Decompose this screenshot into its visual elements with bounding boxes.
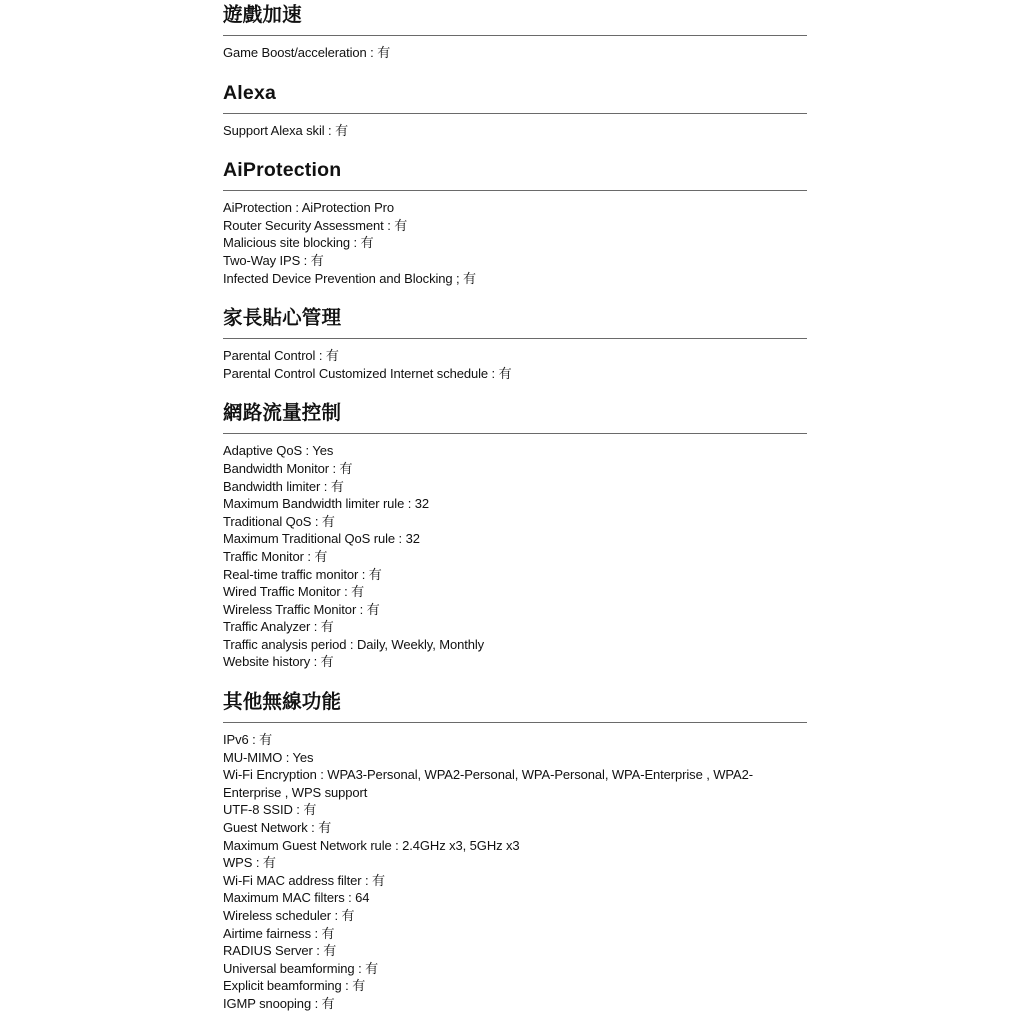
section-other-wireless [223, 689, 807, 1013]
spec-line: Malicious site blocking : 有 [223, 235, 374, 251]
spec-line: Maximum Traditional QoS rule : 32 [223, 531, 420, 547]
section-divider [223, 722, 807, 723]
spec-line: Bandwidth limiter : 有 [223, 478, 344, 494]
spec-line: IPv6 : 有 [223, 732, 273, 748]
section-aiprotection [223, 157, 807, 287]
spec-line: Wi-Fi MAC address filter : 有 [223, 872, 385, 888]
spec-line: Game Boost/acceleration : 有 [223, 45, 391, 60]
section-divider [223, 338, 807, 339]
section-title: Alexa [223, 81, 277, 104]
spec-line: Real-time traffic monitor : 有 [223, 566, 382, 582]
spec-line: Wireless scheduler : 有 [223, 908, 355, 923]
section-divider [223, 35, 807, 36]
section-divider [223, 190, 807, 191]
section-title: 遊戲加速 [223, 4, 302, 26]
spec-line: Airtime fairness : 有 [223, 925, 335, 941]
section-traffic-control [223, 400, 807, 671]
spec-line: IGMP snooping : 有 [223, 995, 335, 1011]
section-parental-control [223, 305, 807, 382]
spec-line: Support Alexa skil : 有 [223, 122, 348, 138]
spec-list [223, 44, 807, 62]
spec-line: Traffic Monitor : 有 [223, 548, 328, 564]
spec-list [223, 199, 807, 287]
spec-document [223, 0, 807, 1031]
spec-line: Maximum Guest Network rule : 2.4GHz x3, 5GHz x3 [223, 837, 520, 853]
spec-line: Bandwidth Monitor : 有 [223, 460, 353, 476]
spec-line: Explicit beamforming : 有 [223, 978, 366, 994]
spec-line: Wired Traffic Monitor : 有 [223, 584, 365, 600]
section-divider [223, 113, 807, 114]
spec-list [223, 731, 807, 1013]
spec-line: WPS : 有 [223, 855, 276, 871]
section-title: 家長貼心管理 [223, 307, 342, 330]
spec-line: RADIUS Server : 有 [223, 943, 337, 959]
spec-list [223, 347, 807, 382]
spec-line: Maximum Bandwidth limiter rule : 32 [223, 496, 430, 512]
spec-line: Universal beamforming : 有 [223, 960, 378, 976]
spec-line: Traffic analysis period : Daily, Weekly, Monthly [223, 636, 485, 652]
spec-line: Router Security Assessment : 有 [223, 217, 408, 233]
spec-line: Adaptive QoS : Yes [223, 443, 334, 459]
spec-line: Enterprise , WPS support [223, 784, 368, 800]
spec-list [223, 442, 807, 671]
spec-line: Traditional QoS : 有 [223, 513, 335, 529]
section-title: AiProtection [223, 159, 342, 182]
section-title: 網路流量控制 [223, 402, 342, 425]
section-alexa [223, 80, 807, 140]
spec-line: Maximum MAC filters : 64 [223, 890, 370, 906]
spec-line: Guest Network : 有 [223, 820, 332, 836]
spec-line: Wi-Fi Encryption : WPA3-Personal, WPA2-Personal, WPA-Personal, WPA-Enterprise , WPA2- [223, 767, 753, 783]
section-title: 其他無線功能 [223, 691, 342, 714]
section-divider [223, 433, 807, 434]
spec-line: Parental Control : 有 [223, 348, 339, 364]
section-game-boost [223, 2, 807, 62]
spec-line: AiProtection : AiProtection Pro [223, 200, 395, 216]
spec-line: MU-MIMO : Yes [223, 749, 314, 765]
spec-line: Two-Way IPS : 有 [223, 252, 324, 268]
spec-list [223, 122, 807, 140]
spec-line: Parental Control Customized Internet schedule : 有 [223, 365, 512, 381]
spec-line: Wireless Traffic Monitor : 有 [223, 601, 380, 617]
spec-line: UTF-8 SSID : 有 [223, 802, 317, 818]
spec-line: Traffic Analyzer : 有 [223, 619, 334, 635]
spec-line: Website history : 有 [223, 654, 334, 670]
spec-line: Infected Device Prevention and Blocking ; 有 [223, 270, 476, 286]
